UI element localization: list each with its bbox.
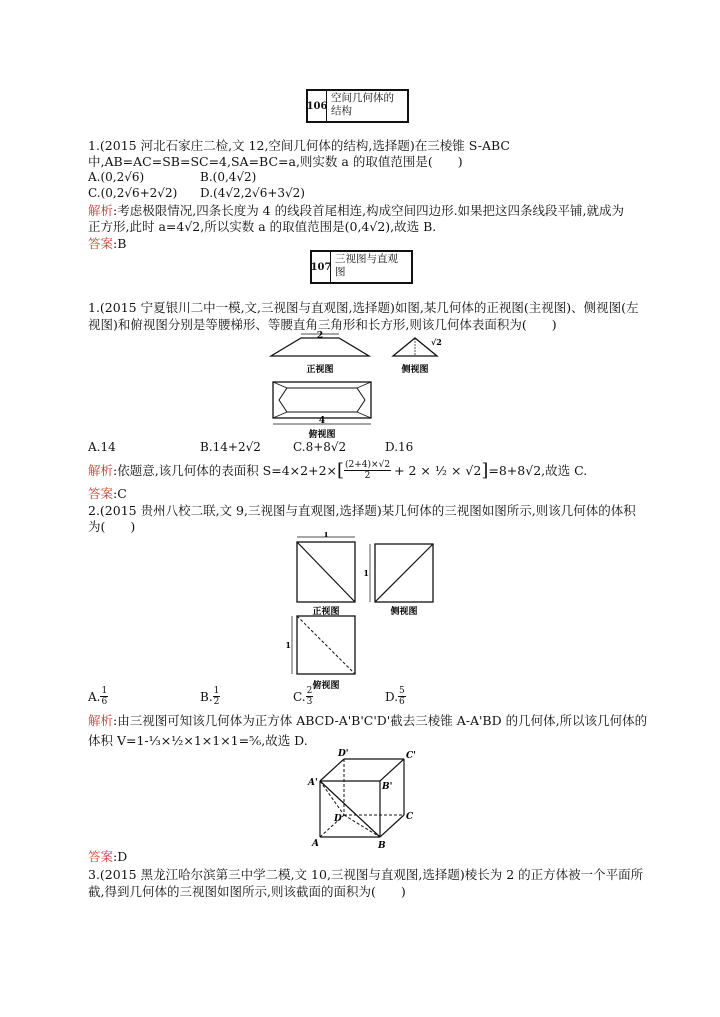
q1-option-b: B.(0,4√2)	[200, 170, 257, 184]
q2-three-views-figure	[265, 330, 465, 442]
side-view-dimension: √2	[431, 337, 442, 347]
front-view-dimension: 2	[316, 331, 324, 341]
q3-option-b: B. 1 2	[200, 686, 220, 707]
q1-option-a: A.(0,2√6)	[88, 170, 145, 184]
q4-line2: 截,得到几何体的三视图如图所示,则该截面的面积为( )	[88, 884, 406, 899]
q2-option-a: A.14	[88, 440, 116, 454]
q3-three-views-figure	[285, 532, 445, 692]
section-title: 空间几何体的结构	[331, 92, 394, 117]
answer-value: :B	[113, 236, 127, 251]
cube-diagram	[300, 745, 430, 850]
svg-text:1: 1	[323, 532, 329, 539]
svg-text:D': D'	[338, 749, 349, 759]
answer-label: 答案	[88, 849, 114, 864]
analysis-text-b: + 2 × ½ × √2	[394, 463, 482, 478]
svg-text:B: B	[378, 841, 386, 850]
fraction-denominator: 2	[364, 471, 371, 481]
svg-text:A': A'	[308, 778, 318, 788]
side-view-label: 侧视图	[390, 607, 418, 617]
q1-answer	[88, 235, 126, 252]
q2-option-b: B.14+2√2	[200, 440, 261, 454]
q2-answer	[88, 485, 127, 502]
q3-line1: 2.(2015 贵州八校二联,文 9,三视图与直观图,选择题)某几何体的三视图如图所示,则该几何体的体积	[88, 503, 636, 518]
q2-option-c: C.8+8√2	[293, 440, 347, 454]
analysis-text: :由三视图可知该几何体为正方体 ABCD-A'B'C'D'截去三棱锥 A-A'BD 的几何体,所以该几何体的	[113, 713, 648, 728]
analysis-label: 解析	[88, 463, 114, 478]
answer-label: 答案	[88, 486, 114, 501]
svg-text:C: C	[406, 812, 414, 822]
q3-analysis-line1	[88, 712, 647, 729]
analysis-label: 解析	[88, 713, 114, 728]
svg-text:C': C'	[406, 751, 416, 761]
q1-option-c: C.(0,2√6+2√2)	[88, 186, 178, 200]
q1-line2: 中,AB=AC=SB=SC=4,SA=BC=a,则实数 a 的取值范围是( )	[88, 154, 463, 169]
side-view-label: 侧视图	[401, 365, 429, 375]
section-number: 106	[308, 91, 327, 121]
answer-value: :D	[113, 849, 128, 864]
q2-option-d: D.16	[385, 440, 414, 454]
section-title: 三视图与直观图	[335, 253, 398, 278]
answer-label: 答案	[88, 236, 114, 251]
front-view-label: 正视图	[306, 365, 334, 375]
section-106-box	[306, 89, 409, 123]
q3-option-c: C. 2 3	[293, 686, 313, 707]
q1-option-d: D.(4√2,2√6+3√2)	[200, 186, 305, 200]
top-view-label: 俯视图	[308, 430, 336, 440]
svg-text:1: 1	[363, 568, 369, 578]
front-view-label: 正视图	[312, 607, 340, 617]
svg-text:1: 1	[285, 640, 291, 650]
q4-line1: 3.(2015 黑龙江哈尔滨第三中学二模,文 10,三视图与直观图,选择题)棱长为 2 的正方体被一个平面所	[88, 867, 644, 882]
analysis-label: 解析	[88, 203, 114, 218]
q3-option-a: A. 1 6	[88, 686, 108, 707]
q2-analysis: 解析 :依题意,该几何体的表面积 S=4×2+2× [ $\frac{(2+4)\times√2}{2}$ + 2 × ½ × √2 ] =8+8√2,故选 C.	[88, 460, 588, 481]
q3-answer	[88, 848, 127, 865]
q3-option-d: D. 5 6	[385, 686, 405, 707]
top-view-label: 俯视图	[312, 681, 340, 691]
q2-line1: 1.(2015 宁夏银川二中一模,文,三视图与直观图,选择题)如图,某几何体的正视图(主视图)、侧视图(左	[88, 300, 639, 315]
svg-text:D: D	[334, 814, 342, 824]
svg-text:A: A	[312, 839, 319, 849]
q3-line2: 为( )	[88, 519, 136, 534]
q2-line2: 视图)和俯视图分别是等腰梯形、等腰直角三角形和长方形,则该几何体表面积为( )	[88, 317, 557, 332]
section-107-box	[310, 250, 413, 284]
top-view-rectangle	[273, 382, 371, 418]
q1-analysis-line2: 正方形,此时 a=4√2,所以实数 a 的取值范围是(0,4√2),故选 B.	[88, 219, 437, 234]
answer-value: :C	[113, 486, 127, 501]
analysis-text-c: =8+8√2,故选 C.	[488, 463, 588, 478]
fraction-numerator: (2+4)×√2	[345, 460, 391, 470]
analysis-text: :考虑极限情况,四条长度为 4 的线段首尾相连,构成空间四边形.如果把这四条线段平铺,就成为	[113, 203, 625, 218]
q1-analysis-line1	[88, 202, 624, 219]
analysis-text-a: :依题意,该几何体的表面积 S=4×2+2×	[113, 463, 337, 478]
q1-line1: 1.(2015 河北石家庄二检,文 12,空间几何体的结构,选择题)在三棱锥 S-ABC	[88, 138, 510, 153]
top-view-dimension: 4	[318, 416, 326, 426]
svg-text:B': B'	[382, 782, 393, 792]
section-number: 107	[312, 252, 331, 282]
q3-analysis-line2: 体积 V=1-⅓×½×1×1×1=⅚,故选 D.	[88, 733, 308, 748]
